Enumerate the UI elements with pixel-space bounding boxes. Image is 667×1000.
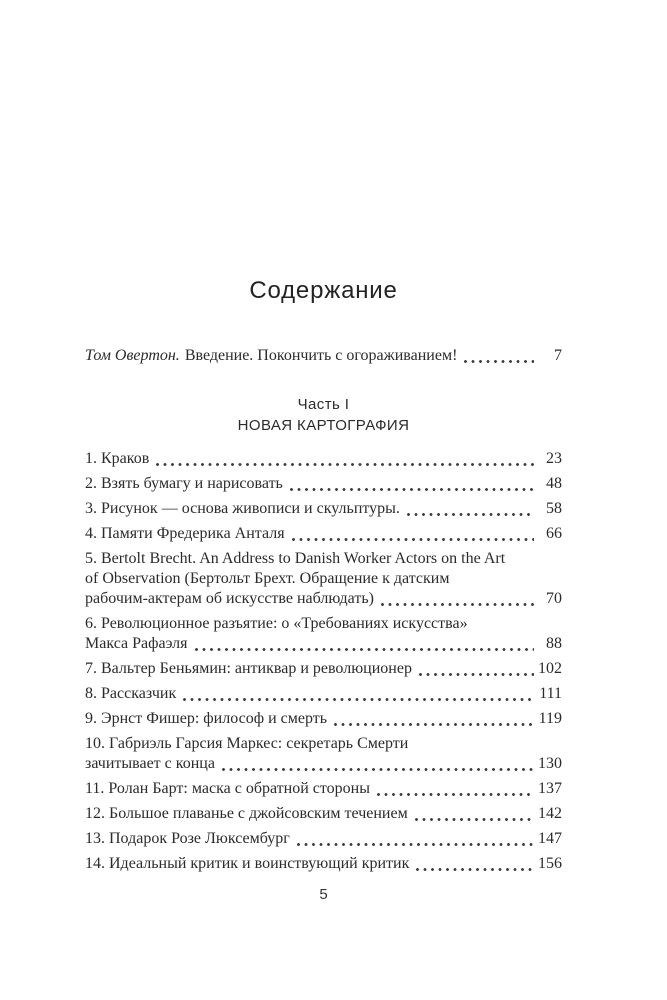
toc-entry-last-line: [85, 779, 562, 799]
toc-entry-page-number: 58: [546, 500, 562, 517]
dot-leader: [464, 360, 534, 363]
toc-entry-title: 13. Подарок Розе Люксембург: [85, 830, 290, 847]
toc-entry: [85, 549, 562, 609]
toc-entry: [85, 659, 562, 679]
toc-entry-page-number: 156: [538, 855, 562, 872]
toc-entry-last-line: [85, 804, 562, 824]
toc-entry: [85, 614, 562, 654]
toc-entry: [85, 779, 562, 799]
content-block: [85, 0, 562, 1000]
toc-entry-title: Макса Рафаэля: [85, 635, 188, 652]
dot-leader: [407, 513, 534, 516]
toc-entry-page-number: 147: [538, 830, 562, 847]
toc-entry-last-line: [85, 854, 562, 874]
toc-entry: [85, 709, 562, 729]
toc-entry-line: of Observation (Бертольт Брехт. Обращение к датским: [85, 570, 450, 587]
toc-entry-last-line: [85, 474, 562, 494]
dot-leader: [297, 843, 534, 846]
toc-entry-title: 1. Краков: [85, 450, 150, 467]
toc-entry-page-number: 119: [538, 710, 562, 727]
toc-entry: [85, 499, 562, 519]
toc-entry-last-line: [85, 449, 562, 469]
toc-entry-last-line: [85, 709, 562, 729]
toc-entry-last-line: [85, 524, 562, 544]
toc-entries: [85, 449, 562, 879]
toc-entry-page-number: 130: [538, 755, 562, 772]
toc-entry-title: 14. Идеальный критик и воинствующий критик: [85, 855, 410, 872]
dot-leader: [381, 603, 534, 606]
dot-leader: [292, 538, 534, 541]
toc-entry-line: 10. Габриэль Гарсия Маркес: секретарь Смерти: [85, 735, 409, 752]
toc-entry-title: 7. Вальтер Беньямин: антиквар и революционер: [85, 660, 412, 677]
dot-leader: [334, 723, 534, 726]
page-title: Содержание: [249, 277, 398, 304]
toc-entry-page-number: 102: [538, 660, 562, 677]
toc-intro-entry: [85, 346, 562, 366]
toc-entry-page-number: 48: [546, 475, 562, 492]
toc-entry-title: 12. Большое плаванье с джойсовским течением: [85, 805, 408, 822]
part-label: Часть I: [297, 396, 350, 413]
toc-entry-line: 6. Революционное разъятие: о «Требованиях искусства»: [85, 615, 468, 632]
toc-entry-title: 3. Рисунок — основа живописи и скульптуры.: [85, 500, 400, 517]
dot-leader: [377, 793, 534, 796]
toc-entry: [85, 804, 562, 824]
toc-entry: [85, 449, 562, 469]
part-header: [85, 394, 562, 436]
toc-entry: [85, 684, 562, 704]
toc-entry-page-number: 23: [546, 450, 562, 467]
toc-entry-page-number: 66: [546, 525, 562, 542]
toc-intro-title: Введение. Покончить с огораживанием!: [184, 347, 458, 364]
dot-leader: [416, 868, 534, 871]
toc-entry: [85, 854, 562, 874]
dot-leader: [183, 698, 534, 701]
dot-leader: [290, 488, 534, 491]
toc-entry-title: рабочим-актерам об искусстве наблюдать): [85, 590, 374, 607]
toc-entry-last-line: [85, 499, 562, 519]
toc-entry-page-number: 137: [538, 780, 562, 797]
toc-entry-title: зачитывает с конца: [85, 755, 215, 772]
toc-entry-title: 2. Взять бумагу и нарисовать: [85, 475, 283, 492]
dot-leader: [195, 648, 535, 651]
toc-entry-line: 5. Bertolt Brecht. An Address to Danish Worker Actors on the Art: [85, 550, 506, 567]
toc-entry-page-number: 111: [539, 685, 562, 702]
toc-entry-last-line: [85, 634, 562, 654]
toc-entry-page-number: 88: [546, 635, 562, 652]
part-title: НОВАЯ КАРТОГРАФИЯ: [237, 417, 410, 434]
dot-leader: [156, 463, 534, 466]
footer-page-number: 5: [319, 886, 328, 903]
toc-entry: [85, 734, 562, 774]
toc-entry-page-number: 70: [546, 590, 562, 607]
toc-entry-title: 9. Эрнст Фишер: философ и смерть: [85, 710, 328, 727]
toc-entry-last-line: [85, 589, 562, 609]
toc-entry-last-line: [85, 659, 562, 679]
toc-entry-last-line: [85, 829, 562, 849]
toc-intro-author: Том Овертон.: [85, 347, 180, 364]
toc-entry-title: 8. Рассказчик: [85, 685, 177, 702]
toc-entry: [85, 474, 562, 494]
toc-entry-title: 11. Ролан Барт: маска с обратной стороны: [85, 780, 370, 797]
toc-entry: [85, 524, 562, 544]
toc-entry-title: 4. Памяти Фредерика Анталя: [85, 525, 285, 542]
dot-leader: [222, 768, 534, 771]
toc-entry-last-line: [85, 754, 562, 774]
toc-entry: [85, 829, 562, 849]
dot-leader: [419, 673, 534, 676]
toc-entry-page-number: 142: [538, 805, 562, 822]
dot-leader: [415, 818, 534, 821]
toc-intro-page-number: 7: [554, 347, 562, 364]
toc-entry-last-line: [85, 684, 562, 704]
